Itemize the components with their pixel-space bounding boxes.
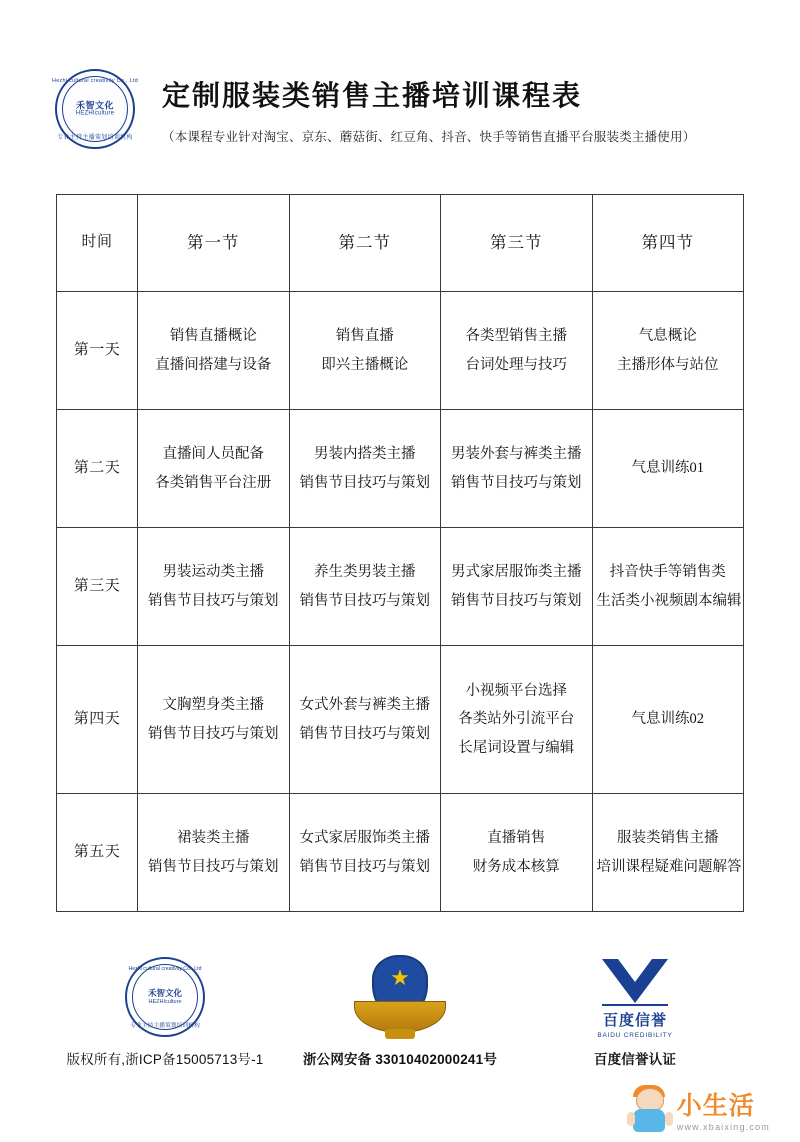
table-cell: 抖音快手等销售类 生活类小视频剧本编辑	[592, 528, 744, 646]
baidu-v-inner	[618, 959, 652, 982]
company-logo-icon	[52, 66, 138, 152]
footer-badge-police	[289, 953, 511, 1068]
table-cell: 养生类男装主播 销售节目技巧与策划	[289, 528, 441, 646]
mascot-arm-right	[665, 1112, 673, 1126]
logo-arc-bottom-text: 专业主持主播策划培训机构	[57, 135, 133, 141]
table-cell: 男装内搭类主播 销售节目技巧与策划	[289, 410, 441, 528]
police-base	[385, 1029, 415, 1039]
schedule-table-head	[57, 195, 744, 292]
watermark-url: www.xbaixing.com	[676, 1122, 770, 1132]
baidu-credibility-wrap	[524, 953, 746, 1039]
row-day-label: 第五天	[57, 794, 138, 912]
table-cell: 小视频平台选择 各类站外引流平台 长尾词设置与编辑	[441, 646, 593, 794]
table-cell: 文胸塑身类主播 销售节目技巧与策划	[138, 646, 290, 794]
mascot-body	[633, 1109, 665, 1132]
baidu-mark-text	[575, 1009, 695, 1039]
icp-license-text[interactable]: 版权所有,浙ICP备15005713号-1	[66, 1052, 264, 1067]
table-header-row	[57, 195, 744, 292]
table-row	[57, 410, 744, 528]
baidu-mark-cn: 百度信誉	[602, 1012, 667, 1029]
logo-name-cn: 禾智文化	[75, 100, 115, 111]
schedule-section	[0, 152, 800, 912]
mascot-arm-left	[627, 1112, 635, 1126]
table-cell: 直播间人员配备 各类销售平台注册	[138, 410, 290, 528]
police-emblem-wrap	[289, 953, 511, 1039]
row-day-label: 第四天	[57, 646, 138, 794]
baidu-credibility-icon	[575, 957, 695, 1039]
schedule-table-body	[57, 292, 744, 912]
row-day-label: 第二天	[57, 410, 138, 528]
seal-arc-bottom-text: 专业主持主播策划培训机构	[130, 1023, 200, 1029]
logo-core	[76, 100, 114, 117]
police-registration-text[interactable]: 浙公网安备 33010402000241号	[302, 1052, 498, 1067]
document-header	[0, 0, 800, 152]
table-cell: 女式外套与裤类主播 销售节目技巧与策划	[289, 646, 441, 794]
table-cell: 销售直播概论 直播间搭建与设备	[138, 292, 290, 410]
table-cell: 裙装类主播 销售节目技巧与策划	[138, 794, 290, 912]
logo-arc-top-text: Hezhi cultural creativity Co., Ltd	[52, 78, 138, 84]
xiaoshenghuo-mascot-icon	[629, 1088, 671, 1132]
table-row	[57, 646, 744, 794]
police-star-icon: ★	[390, 965, 410, 990]
table-cell: 男装运动类主播 销售节目技巧与策划	[138, 528, 290, 646]
table-cell: 男装外套与裤类主播 销售节目技巧与策划	[441, 410, 593, 528]
baidu-mark-en: BAIDU CREDIBILITY	[597, 1032, 673, 1039]
table-cell: 气息概论 主播形体与站位	[592, 292, 744, 410]
document-footer	[0, 953, 800, 1068]
site-watermark	[629, 1088, 770, 1132]
footer-badge-baidu	[524, 953, 746, 1068]
logo-name-en: HEZHIculture	[75, 110, 115, 117]
table-row	[57, 292, 744, 410]
seal-name-en: HEZHIculture	[148, 998, 182, 1005]
company-seal-icon	[123, 955, 207, 1039]
watermark-brand-cn: 小生活	[676, 1092, 755, 1120]
police-emblem-icon	[354, 955, 446, 1039]
table-cell: 服装类销售主播 培训课程疑难问题解答	[592, 794, 744, 912]
company-seal-wrap	[54, 953, 276, 1039]
table-cell: 气息训练01	[592, 410, 744, 528]
table-cell: 各类型销售主播 台词处理与技巧	[441, 292, 593, 410]
column-header-period-3: 第三节	[441, 195, 593, 292]
row-day-label: 第三天	[57, 528, 138, 646]
row-day-label: 第一天	[57, 292, 138, 410]
baidu-v-underline	[602, 1004, 668, 1006]
table-cell: 直播销售 财务成本核算	[441, 794, 593, 912]
title-block	[162, 62, 695, 145]
baidu-credibility-caption[interactable]: 百度信誉认证	[593, 1052, 677, 1067]
table-row	[57, 794, 744, 912]
table-cell: 销售直播 即兴主播概论	[289, 292, 441, 410]
column-header-period-4: 第四节	[592, 195, 744, 292]
table-cell: 男式家居服饰类主播 销售节目技巧与策划	[441, 528, 593, 646]
page-title: 定制服装类销售主播培训课程表	[162, 81, 583, 112]
table-row	[57, 528, 744, 646]
footer-badge-icp	[54, 953, 276, 1068]
table-cell: 气息训练02	[592, 646, 744, 794]
column-header-period-1: 第一节	[138, 195, 290, 292]
watermark-text	[677, 1094, 770, 1132]
column-header-time: 时间	[57, 195, 138, 292]
seal-core	[148, 989, 182, 1005]
page-subtitle: （本课程专业针对淘宝、京东、蘑菇街、红豆角、抖音、快手等销售直播平台服装类主播使用）	[162, 130, 696, 144]
schedule-table	[56, 194, 744, 912]
column-header-period-2: 第二节	[289, 195, 441, 292]
table-cell: 女式家居服饰类主播 销售节目技巧与策划	[289, 794, 441, 912]
seal-arc-top-text: Hezhi cultural creativity Co., Ltd	[128, 966, 202, 972]
seal-name-cn: 禾智文化	[147, 987, 183, 998]
